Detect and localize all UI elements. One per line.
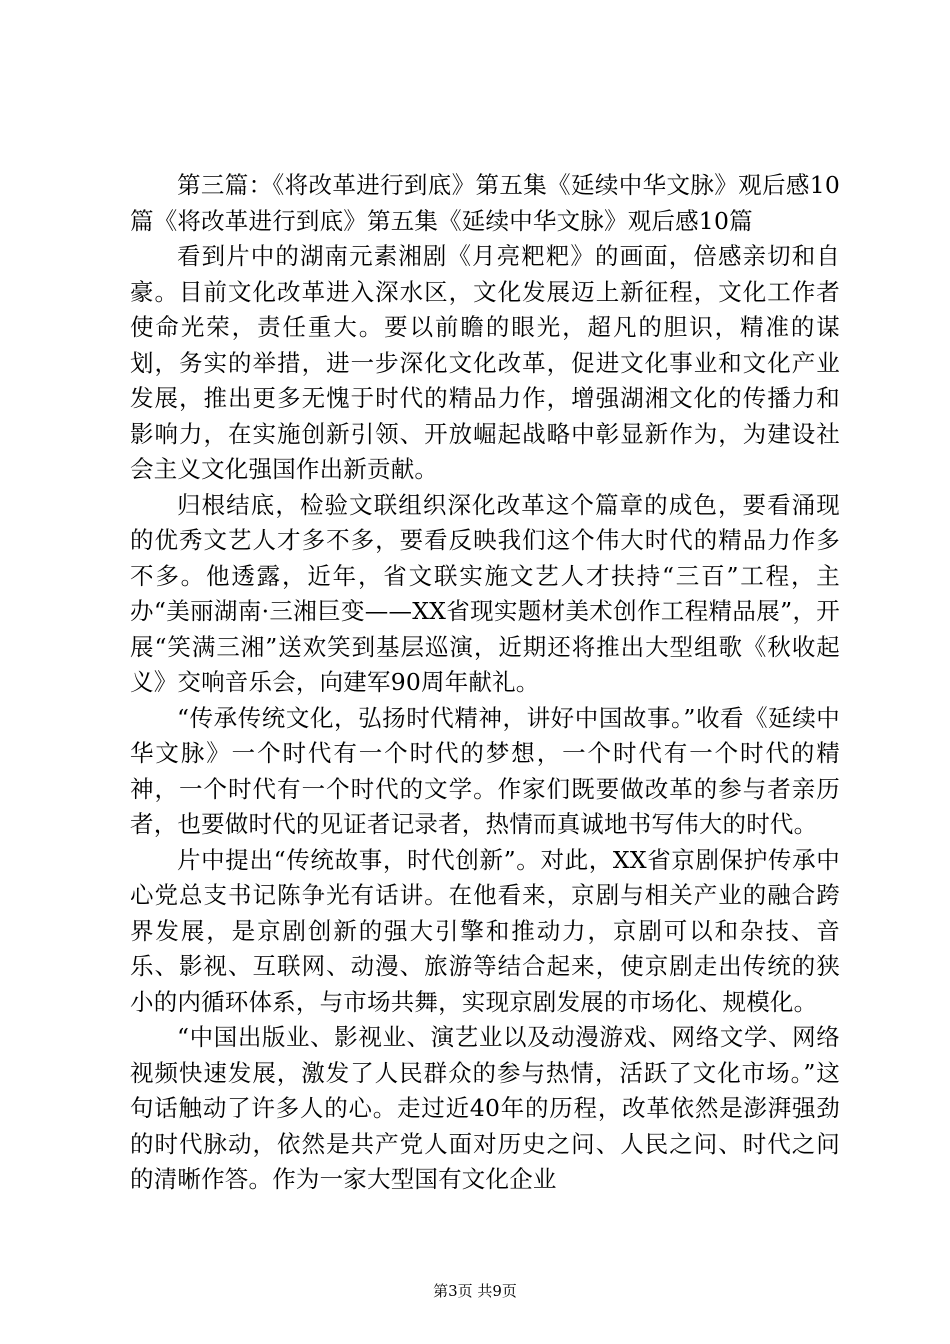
page-number-footer: 第3页 共9页 <box>433 1282 517 1300</box>
paragraph: 归根结底，检验文联组织深化改革这个篇章的成色，要看涌现的优秀文艺人才多不多，要看反映我们这个伟大时代的精品力作多不多。他透露，近年，省文联实施文艺人才扶持“三百”工程，主办“美丽湖南·三湘巨变——XX省现实题材美术创作工程精品展”，开展“笑满三湘”送欢笑到基层巡演，近期还将推出大型组歌《秋收起义》交响音乐会，向建军90周年献礼。 <box>130 490 840 696</box>
paragraph: 看到片中的湖南元素湘剧《月亮粑粑》的画面，倍感亲切和自豪。目前文化改革进入深水区，文化发展迈上新征程，文化工作者使命光荣，责任重大。要以前瞻的眼光，超凡的胆识，精准的谋划，务实的举措，进一步深化文化改革，促进文化事业和文化产业发展，推出更多无愧于时代的精品力作，增强湖湘文化的传播力和影响力，在实施创新引领、开放崛起战略中彰显新作为，为建设社会主义文化强国作出新贡献。 <box>130 242 840 483</box>
paragraph: “传承传统文化，弘扬时代精神，讲好中国故事。”收看《延续中华文脉》一个时代有一个时代的梦想，一个时代有一个时代的精神，一个时代有一个时代的文学。作家们既要做改革的参与者亲历者，也要做时代的见证者记录者，热情而真诚地书写伟大的时代。 <box>130 703 840 838</box>
document-body <box>130 168 840 1198</box>
paragraph: “中国出版业、影视业、演艺业以及动漫游戏、网络文学、网络视频快速发展，激发了人民群众的参与热情，活跃了文化市场。”这句话触动了许多人的心。走过近40年的历程，改革依然是澎湃强劲的时代脉动，依然是共产党人面对历史之问、人民之问、时代之问的清晰作答。作为一家大型国有文化企业 <box>130 1023 840 1193</box>
paragraph-title: 第三篇：《将改革进行到底》第五集《延续中华文脉》观后感10篇《将改革进行到底》第五集《延续中华文脉》观后感10篇 <box>130 171 840 235</box>
paragraph: 片中提出“传统故事，时代创新”。对此，XX省京剧保护传承中心党总支书记陈争光有话讲。在他看来，京剧与相关产业的融合跨界发展，是京剧创新的强大引擎和推动力，京剧可以和杂技、音乐、影视、互联网、动漫、旅游等结合起来，使京剧走出传统的狭小的内循环体系，与市场共舞，实现京剧发展的市场化、规模化。 <box>130 845 840 1016</box>
